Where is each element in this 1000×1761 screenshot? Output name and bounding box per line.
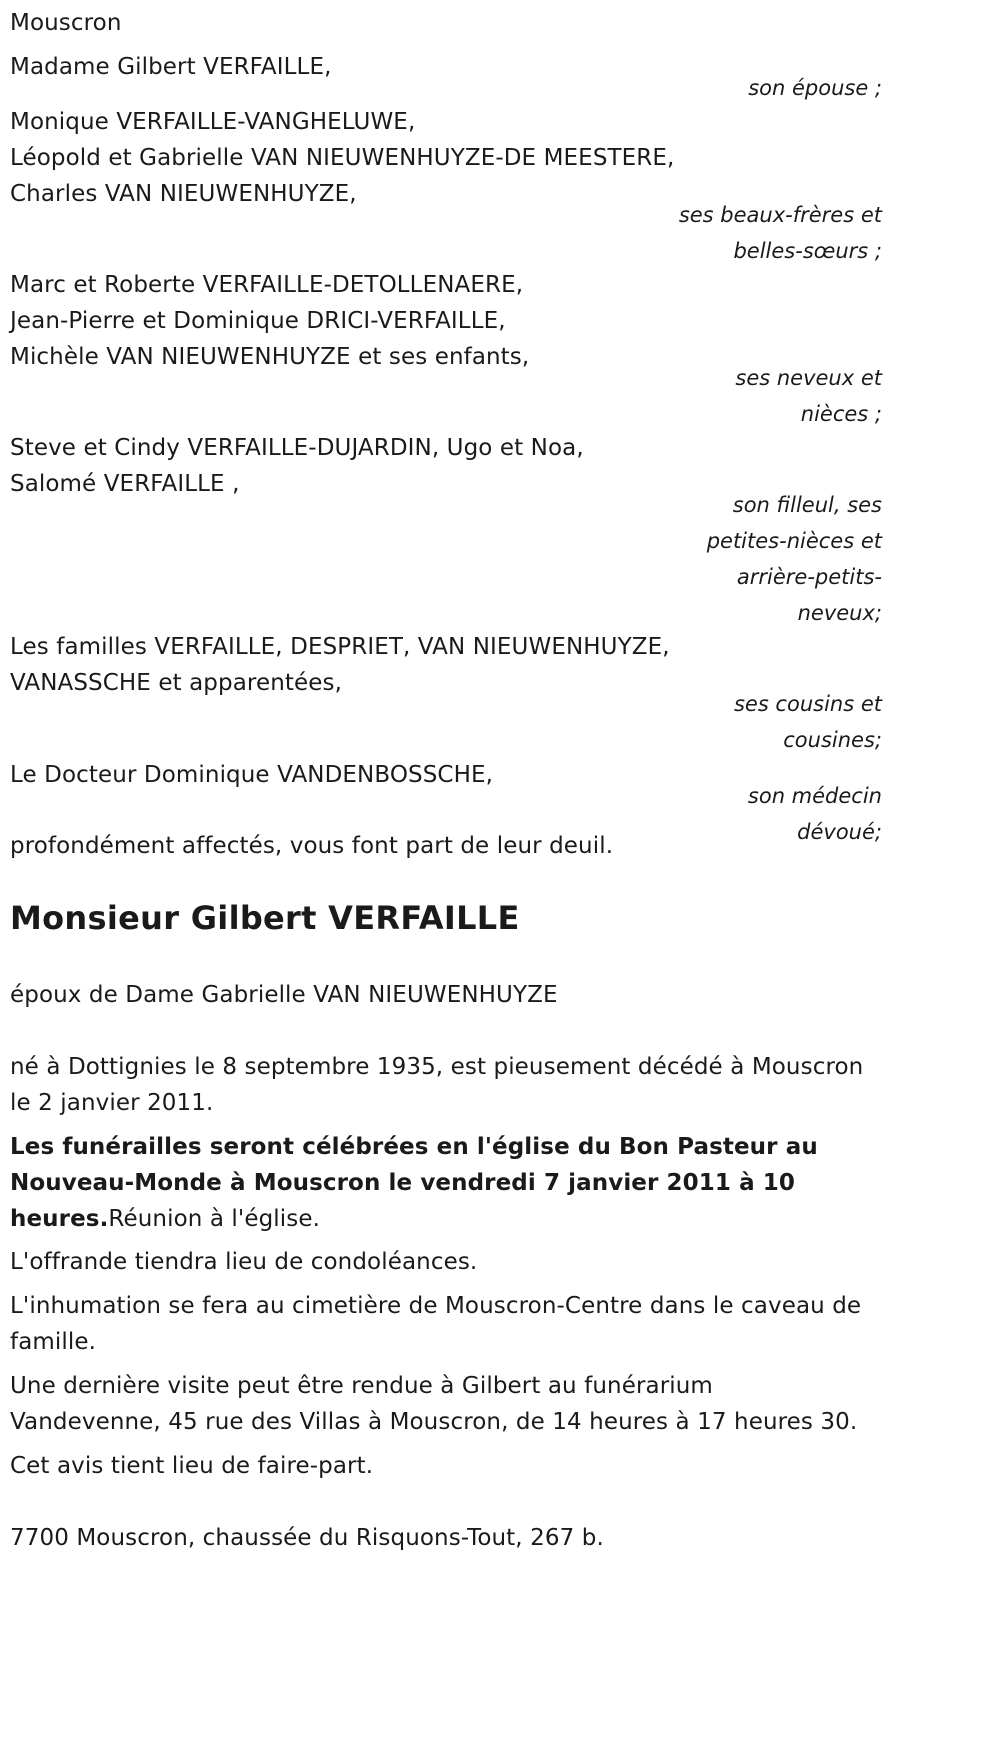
burial-note: L'inhumation se fera au cimetière de Mouscron-Centre dans le caveau de [10, 1293, 862, 1319]
family-name-line: Monique VERFAILLE-VANGHELUWE, [10, 109, 416, 135]
relation-label: nièces ; [800, 402, 882, 426]
announcement-note: Cet avis tient lieu de faire-part. [10, 1453, 374, 1479]
visit-note: Une dernière visite peut être rendue à Gilbert au funérarium [10, 1373, 713, 1399]
relation-label: son filleul, ses [732, 493, 882, 517]
family-name-line: Charles VAN NIEUWENHUYZE, [10, 181, 357, 207]
gathering-note: Réunion à l'église. [108, 1206, 321, 1232]
offering-note: L'offrande tiendra lieu de condoléances. [10, 1249, 478, 1275]
deceased-name: Monsieur Gilbert VERFAILLE [10, 899, 520, 937]
burial-note: famille. [10, 1329, 97, 1355]
relation-label: ses neveux et [735, 366, 882, 390]
relation-label: petites-nièces et [706, 529, 882, 553]
family-name-line: Steve et Cindy VERFAILLE-DUJARDIN, Ugo et Noa, [10, 435, 584, 461]
family-name-line: Les familles VERFAILLE, DESPRIET, VAN NIEUWENHUYZE, [10, 634, 670, 660]
relation-label: arrière-petits- [736, 565, 882, 589]
family-name-line: Marc et Roberte VERFAILLE-DETOLLENAERE, [10, 272, 524, 298]
family-name-line: Salomé VERFAILLE , [10, 471, 240, 497]
closing-line: profondément affectés, vous font part de leur deuil. [10, 833, 614, 859]
family-name-line: Madame Gilbert VERFAILLE, [10, 54, 332, 80]
family-name-line: Le Docteur Dominique VANDENBOSSCHE, [10, 762, 494, 788]
relation-label: ses beaux-frères et [678, 203, 882, 227]
visit-note: Vandevenne, 45 rue des Villas à Mouscron, de 14 heures à 17 heures 30. [10, 1409, 858, 1435]
relation-label: neveux; [797, 601, 882, 625]
relation-label: cousines; [783, 728, 882, 752]
relation-label: dévoué; [797, 820, 882, 844]
family-name-line: VANASSCHE et apparentées, [10, 670, 342, 696]
birth-death-line: né à Dottignies le 8 septembre 1935, est pieusement décédé à Mouscron [10, 1054, 864, 1080]
funeral-line: Les funérailles seront célébrées en l'église du Bon Pasteur au [10, 1134, 818, 1160]
city-heading: Mouscron [10, 10, 122, 36]
spouse-line: époux de Dame Gabrielle VAN NIEUWENHUYZE [10, 982, 558, 1008]
family-name-line: Léopold et Gabrielle VAN NIEUWENHUYZE-DE MEESTERE, [10, 145, 675, 171]
relation-label: ses cousins et [733, 692, 882, 716]
birth-death-line: le 2 janvier 2011. [10, 1090, 214, 1116]
funeral-line: Nouveau-Monde à Mouscron le vendredi 7 janvier 2011 à 10 [10, 1170, 796, 1196]
funeral-last-line [10, 1201, 320, 1237]
relation-label: belles-sœurs ; [733, 239, 882, 263]
funeral-line: heures. [10, 1206, 109, 1232]
family-name-line: Michèle VAN NIEUWENHUYZE et ses enfants, [10, 344, 530, 370]
relation-label: son médecin [747, 784, 882, 808]
relation-label: son épouse ; [748, 76, 882, 100]
family-name-line: Jean-Pierre et Dominique DRICI-VERFAILLE, [10, 308, 506, 334]
family-address: 7700 Mouscron, chaussée du Risquons-Tout, 267 b. [10, 1525, 604, 1551]
